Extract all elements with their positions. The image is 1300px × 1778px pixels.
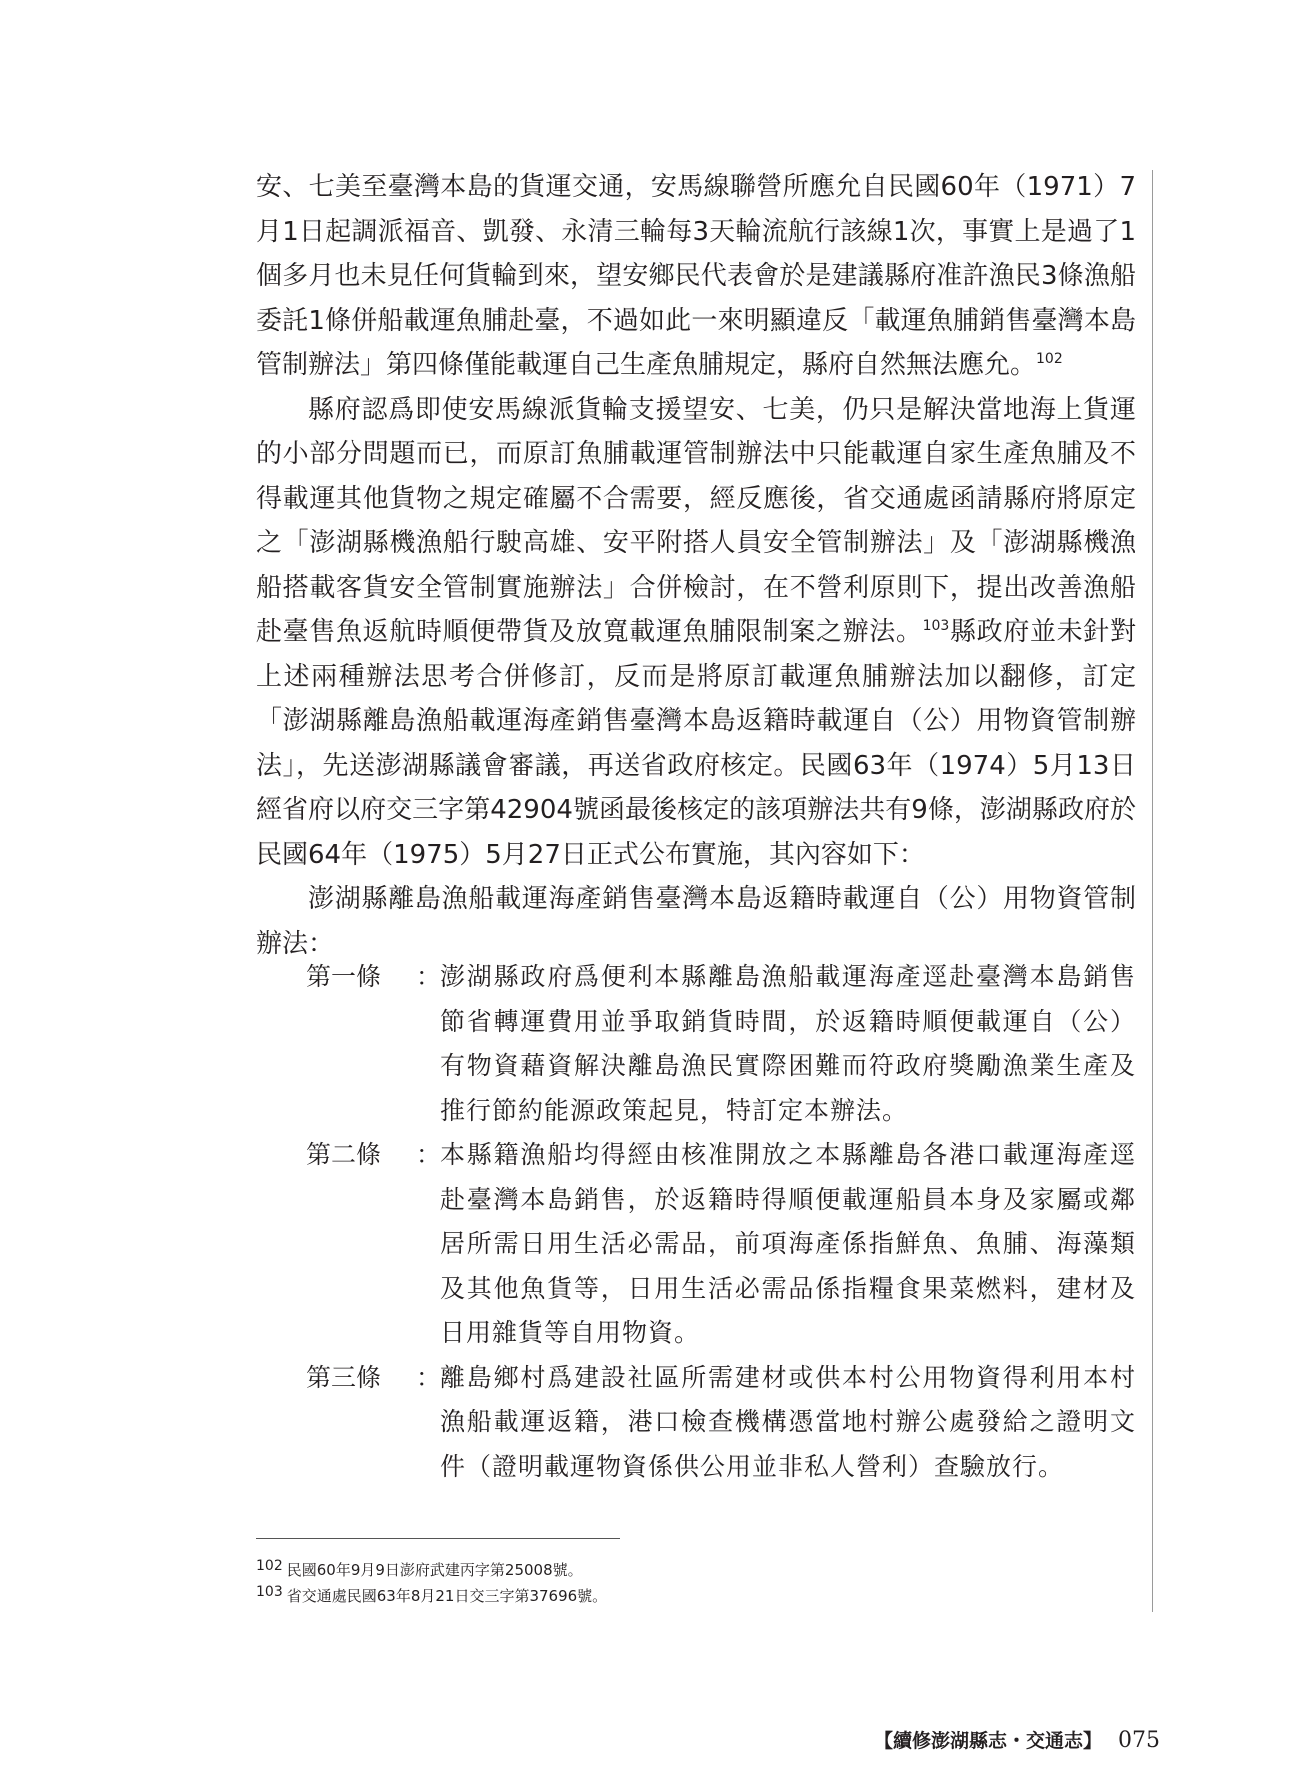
- article-label: 第二條: [306, 1140, 382, 1169]
- article-text: 澎湖縣政府爲便利本縣離島漁船載運海產逕赴臺灣本島銷售節省轉運費用並爭取銷貨時間，於返籍時順便載運自（公）有物資藉資解決離島漁民實際困難而符政府獎勵漁業生產及推行節約能源政策起見，特訂定本辦法。: [440, 962, 1136, 1125]
- article-text: 本縣籍漁船均得經由核准開放之本縣離島各港口載運海產逕赴臺灣本島銷售，於返籍時得順便載運船員本身及家屬或鄰居所需日用生活必需品，前項海產係指鮮魚、魚脯、海藻類及其他魚貨等，日用生活必需品係指糧食果菜燃料，建材及日用雜貨等自用物資。: [440, 1140, 1136, 1347]
- article-separator: ：: [416, 1140, 442, 1169]
- article-separator: ：: [416, 1362, 442, 1392]
- page-footer: [874, 1726, 1160, 1753]
- page-number: 075: [1118, 1728, 1160, 1753]
- paragraph-1: 安、七美至臺灣本島的貨運交通，安馬線聯營所應允自民國60年（1971）7月1日起調派福音、凱發、永清三輪每3天輪流航行該線1次，事實上是過了1個多月也未見任何貨輪到來，望安鄉民代表會於是建議縣府准許漁民3條漁船委託1條併船載運魚脯赴臺，不過如此一來明顯違反「載運魚脯銷售臺灣本島管制辦法」第四條僅能載運自己生產魚脯規定，縣府自然無法應允。$^{102}$: [256, 172, 1136, 380]
- article-1: [306, 955, 1136, 1133]
- article-label: 第三條: [306, 1362, 382, 1392]
- article-text: 離島鄉村爲建設社區所需建材或供本村公用物資得利用本村漁船載運返籍，港口檢查機構憑當地村辦公處發給之證明文件（證明載運物資係供公用並非私人營利）查驗放行。: [440, 1362, 1136, 1481]
- footnotes: [256, 1555, 1136, 1607]
- footnote-103: 103 省交通處民國63年8月21日交三字第37696號。: [256, 1584, 608, 1605]
- main-text: [256, 165, 1136, 966]
- regulation-title: 澎湖縣離島漁船載運海產銷售臺灣本島返籍時載運自（公）用物資管制辦法：: [256, 884, 1136, 959]
- article-separator: ：: [416, 962, 442, 991]
- footnote-102: 102 民國60年9月9日澎府武建丙字第25008號。: [256, 1558, 583, 1579]
- article-label: 第一條: [306, 962, 382, 991]
- article-2: [306, 1133, 1136, 1356]
- article-3: [306, 1356, 1136, 1490]
- margin-rule: [1152, 170, 1153, 1612]
- footnote-ref-102: 102: [1036, 351, 1063, 367]
- footnote-divider: [256, 1538, 620, 1539]
- footnote-ref-103: 103: [922, 618, 950, 634]
- paragraph-2: 縣府認爲即使安馬線派貨輪支援望安、七美，仍只是解決當地海上貨運的小部分問題而已，而原訂魚脯載運管制辦法中只能載運自家生產魚脯及不得載運其他貨物之規定確屬不合需要，經反應後，省交通處函請縣府將原定之「澎湖縣機漁船行駛高雄、安平附搭人員安全管制辦法」及「澎湖縣機漁船搭載客貨安全管制實施辦法」合併檢討，在不營利原則下，提出改善漁船赴臺售魚返航時順便帶貨及放寬載運魚脯限制案之辦法。$^{103}$縣政府並未針對上述兩種辦法思考合併修訂，反而是將原訂載運魚脯辦法加以翻修，訂定「澎湖縣離島漁船載運海產銷售臺灣本島返籍時載運自（公）用物資管制辦法」，先送澎湖縣議會審議，再送省政府核定。民國63年（1974）5月13日經省府以府交三字第42904號函最後核定的該項辦法共有9條，澎湖縣政府於民國64年（1975）5月27日正式公布實施，其內容如下：: [256, 394, 1136, 870]
- regulation-articles: [306, 955, 1136, 1489]
- book-title: 【續修澎湖縣志・交通志】: [873, 1730, 1102, 1752]
